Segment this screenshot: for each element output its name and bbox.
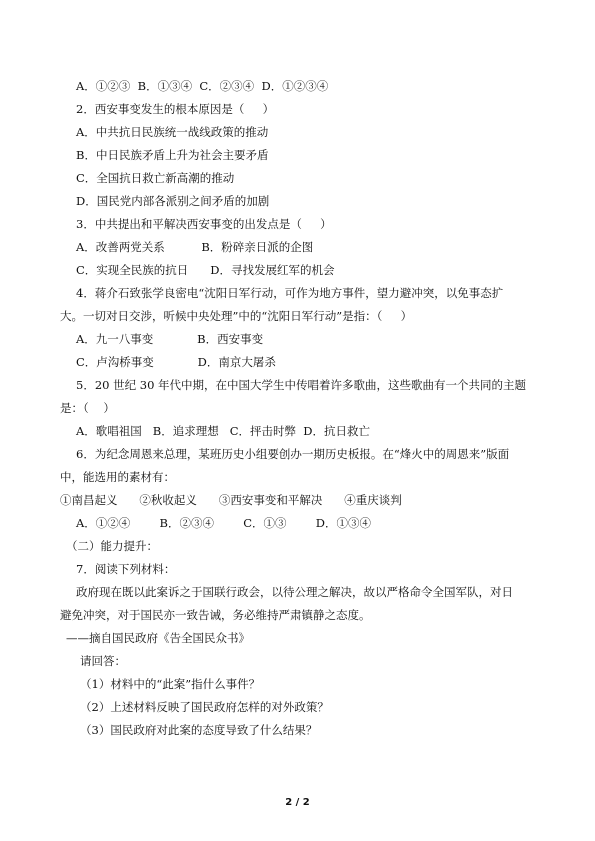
q7-material-line2: 避免冲突，对于国民亦一致告诫，务必维持严肃镇静之态度。 [60, 608, 371, 622]
q5-stem-line1: 5．20 世纪 30 年代中期，在中国大学生中传唱着许多歌曲，这些歌曲有一个共同的主题 [76, 378, 527, 392]
page-number: 2 / 2 [285, 797, 310, 808]
q4-stem-line2: 大。一切对日交涉，听候中央处理”中的“沈阳日军行动”是指：（ ） [60, 309, 413, 323]
q7-sub-question-3: （3）国民政府对此案的态度导致了什么结果？ [80, 723, 318, 737]
q7-material-source: ——摘自国民政府《告全国民众书》 [66, 631, 250, 645]
q2-stem: 2．西安事变发生的根本原因是（ ） [76, 102, 275, 116]
q7-sub-question-2: （2）上述材料反映了国民政府怎样的对外政策？ [80, 700, 329, 714]
q4-options-cd: C．卢沟桥事变 D．南京大屠杀 [76, 355, 276, 369]
q5-stem-line2: 是：（ ） [60, 401, 115, 415]
q6-stem-line1: 6．为纪念周恩来总理，某班历史小组要创办一期历史板报。在“烽火中的周恩来”版面 [76, 447, 510, 461]
q3-options-ab: A．改善两党关系 B．粉碎亲日派的企图 [76, 240, 314, 254]
q6-materials: ①南昌起义 ②秋收起义 ③西安事变和平解决 ④重庆谈判 [60, 493, 402, 507]
q4-stem-line1: 4．蒋介石致张学良密电“沈阳日军行动，可作为地方事件，望力避冲突，以免事态扩 [76, 286, 504, 300]
q1-options: A．①②③ B．①③④ C．②③④ D．①②③④ [76, 79, 329, 93]
q7-sub-question-1: （1）材料中的“此案”指什么事件？ [80, 677, 261, 691]
q5-options: A．歌唱祖国 B．追求理想 C．抨击时弊 D．抗日救亡 [76, 424, 371, 438]
q3-options-cd: C．实现全民族的抗日 D．寻找发展红军的机会 [76, 263, 335, 277]
q2-option-d: D．国民党内部各派别之间矛盾的加剧 [76, 194, 270, 208]
q6-stem-line2: 中，能选用的素材有： [60, 470, 175, 484]
q2-option-b: B．中日民族矛盾上升为社会主要矛盾 [76, 148, 269, 162]
section-heading-ability: （二）能力提升： [66, 539, 158, 553]
q7-material-line1: 政府现在既以此案诉之于国联行政会，以待公理之解决，故以严格命令全国军队，对日 [76, 585, 513, 599]
q7-prompt: 请回答： [80, 654, 126, 668]
q3-stem: 3．中共提出和平解决西安事变的出发点是（ ） [76, 217, 332, 231]
q7-stem: 7．阅读下列材料： [76, 562, 176, 576]
q2-option-c: C．全国抗日救亡新高潮的推动 [76, 171, 235, 185]
q6-options: A．①②④ B．②③④ C．①③ D．①③④ [76, 516, 372, 530]
q4-options-ab: A．九一八事变 B．西安事变 [76, 332, 264, 346]
q2-option-a: A．中共抗日民族统一战线政策的推动 [76, 125, 269, 139]
